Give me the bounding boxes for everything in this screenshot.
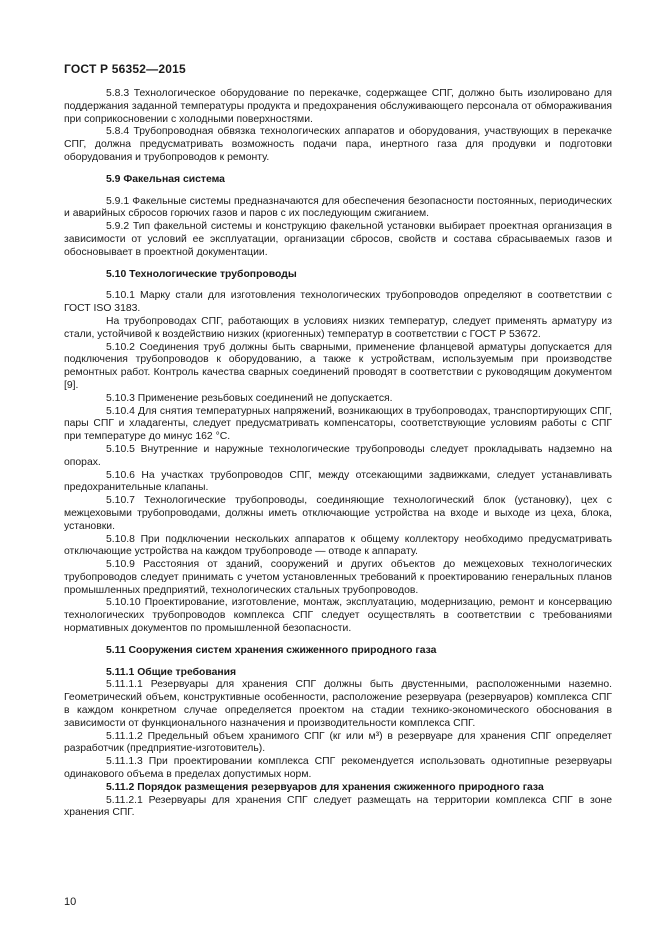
paragraph-5-10-9: 5.10.9 Расстояния от зданий, сооружений и других объектов до межцеховых технологических трубопроводов следует принимать с учетом установленных требований к проектированию генеральных планов промышленных предприятий, технологических стальных трубопроводов. [64,559,612,596]
document-body [64,88,612,820]
paragraph-5-11-1-1: 5.11.1.1 Резервуары для хранения СПГ должны быть двустенными, расположенными наземно. Геометрический объем, конструктивные особенности, расположение резервуара (резервуаров) комплекса СПГ в каждом конкретном случае определяется проектом на стадии технико-экономического обоснования в зависимости от функционального назначения и производительности комплекса СПГ. [64,679,612,729]
section-heading-5-11: 5.11 Сооружения систем хранения сжиженного природного газа [106,644,437,656]
paragraph-5-10-4: 5.10.4 Для снятия температурных напряжений, возникающих в трубопроводах, транспортирующих СПГ, пары СПГ и хладагенты, следует предусматривать компенсаторы, соответствующие условиям работы с СПГ при температуре до минус 162 °С. [64,405,612,443]
paragraph-5-8-3: 5.8.3 Технологическое оборудование по перекачке, содержащее СПГ, должно быть изолировано для поддержания заданной температуры продукта и предохранения обслуживающего персонала от обмораживания при соприкосновении с холодными поверхностями. [64,88,612,125]
paragraph-5-11-1-2: 5.11.1.2 Предельный объем хранимого СПГ (кг или м³) в резервуаре для хранения СПГ определяет разработчик (предприятие-изготовитель). [64,730,612,755]
section-heading-5-9: 5.9 Факельная система [106,173,225,185]
paragraph-5-10-6: 5.10.6 На участках трубопроводов СПГ, между отсекающими задвижками, следует устанавливать предохранительные клапаны. [64,469,612,494]
paragraph-5-9-2: 5.9.2 Тип факельной системы и конструкцию факельной установки выбирает проектная организация в зависимости от условий ее эксплуатации, организации сбросов, свойств и состава сбрасываемых газов и обосновывает в проектной документации. [64,221,612,258]
paragraph-5-10-2: 5.10.2 Соединения труб должны быть сварными, применение фланцевой арматуры допускается для подключения трубопроводов к оборудованию, а также к устройствам, используемым при производстве ремонтных работ. Контроль качества сварных соединений проводят в соответствии с руководящим документом [9]. [64,341,612,391]
page-number: 10 [64,896,77,908]
paragraph-5-10-10: 5.10.10 Проектирование, изготовление, монтаж, эксплуатацию, модернизацию, ремонт и консервацию технологических трубопроводов комплекса СПГ следует осуществлять в соответствии с требованиями нормативных документов по промышленной безопасности. [64,597,612,635]
paragraph-5-10-8: 5.10.8 При подключении нескольких аппаратов к общему коллектору необходимо предусматривать отключающие устройства на каждом трубопроводе — отводе к аппарату. [64,533,612,558]
paragraph-5-11-1-3: 5.11.1.3 При проектировании комплекса СПГ рекомендуется использовать однотипные резервуары одинакового объема в пределах допустимых норм. [64,756,612,781]
paragraph-5-10-5: 5.10.5 Внутренние и наружные технологические трубопроводы следует прокладывать надземно на опорах. [64,443,612,468]
paragraph-5-8-4: 5.8.4 Трубопроводная обвязка технологических аппаратов и оборудования, участвующих в перекачке СПГ, должна предусматривать возможность подачи пара, инертного газа для продувки и подготовки оборудования и трубопроводов к ремонту. [64,126,612,163]
standard-code-header: ГОСТ Р 56352—2015 [64,62,186,76]
subsection-heading-5-11-1: 5.11.1 Общие требования [106,666,237,678]
section-heading-5-10: 5.10 Технологические трубопроводы [106,268,297,280]
paragraph-5-10-7: 5.10.7 Технологические трубопроводы, соединяющие технологический блок (установку), цех с межцеховыми трубопроводами, должны иметь отключающие устройства на входе и выходе из цеха, блока, установки. [64,495,612,532]
paragraph-5-10-1-arm: На трубопроводах СПГ, работающих в условиях низких температур, следует применять арматуру из стали, устойчивой к воздействию низких (криогенных) температур в соответствии с ГОСТ Р 53672. [64,315,612,340]
paragraph-5-9-1: 5.9.1 Факельные системы предназначаются для обеспечения безопасности постоянных, периодических и аварийных сбросов горючих газов и паров с их последующим сжиганием. [64,195,612,220]
paragraph-5-10-1: 5.10.1 Марку стали для изготовления технологических трубопроводов определяют в соответствии с ГОСТ ISO 3183. [64,290,612,315]
paragraph-5-11-2-1: 5.11.2.1 Резервуары для хранения СПГ следует размещать на территории комплекса СПГ в зоне хранения СПГ. [64,794,612,819]
subsection-heading-5-11-2: 5.11.2 Порядок размещения резервуаров для хранения сжиженного природного газа [106,781,544,793]
paragraph-5-10-3: 5.10.3 Применение резьбовых соединений не допускается. [106,392,393,404]
